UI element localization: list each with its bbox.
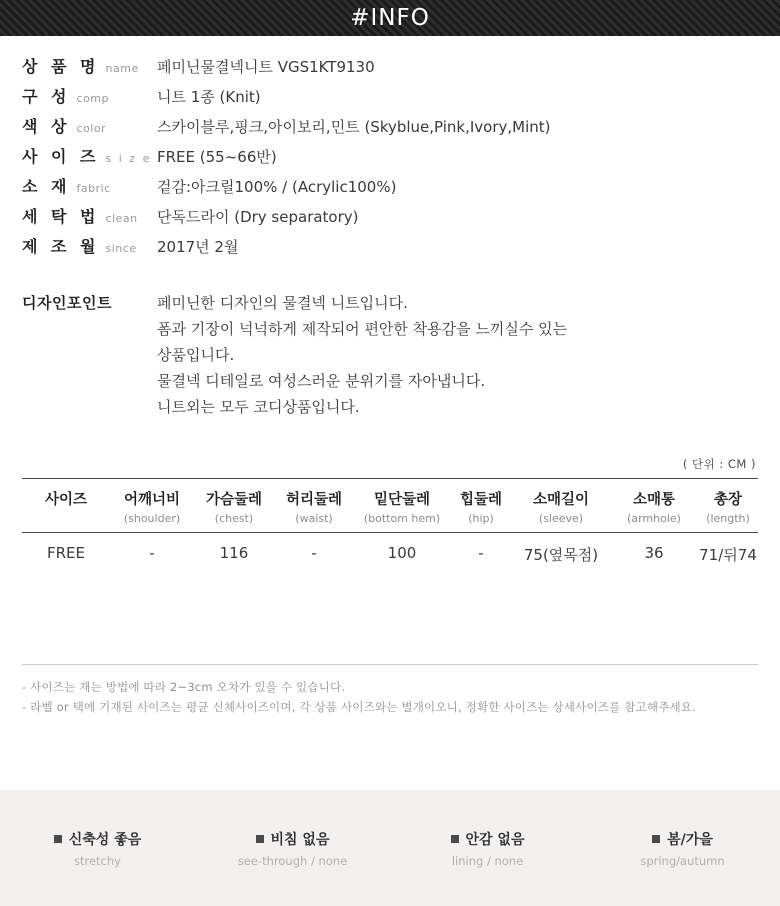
spec-label-ko: 색 상: [22, 117, 71, 136]
spec-label-clean: [22, 204, 157, 227]
spec-label-size: [22, 144, 157, 167]
size-table-col-header: [110, 488, 194, 525]
size-note-line: - 사이즈는 재는 방법에 따라 2~3cm 오차가 있을 수 있습니다.: [22, 680, 346, 694]
spec-value-since: 2017년 2월: [157, 238, 239, 256]
attribute-tag-ko: [390, 829, 585, 849]
attribute-tag-ko: [0, 829, 195, 849]
spec-label-ko: 상 품 명: [22, 57, 100, 76]
spec-row-comp: [22, 84, 780, 114]
col-header-ko: 사이즈: [44, 492, 88, 508]
size-unit-note: ( 단위 : CM ): [682, 457, 756, 471]
attribute-tag-en: see-through / none: [237, 853, 348, 868]
table-cell: 75(옆목점): [523, 546, 599, 564]
col-header-en: (sleeve): [538, 512, 584, 525]
spec-value-size: FREE (55~66반): [157, 148, 277, 166]
attribute-tag-bar: [0, 790, 780, 906]
size-notes: [22, 664, 758, 717]
col-header-ko: 어깨너비: [123, 492, 181, 508]
attribute-tag-see-through: [195, 829, 390, 868]
attribute-tag-en: lining / none: [451, 853, 524, 868]
size-note-line: - 라벨 or 택에 기재된 사이즈는 평균 신체사이즈이며, 각 상품 사이즈와는 별개이오니, 정확한 사이즈는 상세사이즈를 참고해주세요.: [22, 700, 696, 714]
size-table-col-header: [610, 488, 698, 525]
spec-label-color: [22, 114, 157, 137]
col-header-ko: 힙둘레: [459, 492, 503, 508]
table-cell: -: [478, 544, 484, 562]
attribute-tag-ko-text: 신축성 좋음: [68, 831, 142, 848]
table-cell: 71/뒤74: [699, 546, 757, 564]
col-header-en: (waist): [295, 512, 333, 525]
table-cell: 100: [387, 544, 417, 562]
spec-label-ko: 세 탁 법: [22, 207, 100, 226]
table-cell: 116: [219, 544, 249, 562]
table-cell: -: [311, 544, 317, 562]
bullet-square-icon: [54, 835, 62, 843]
col-header-ko: 총장: [713, 492, 742, 508]
attribute-tag-ko-text: 안감 없음: [465, 831, 525, 848]
size-table-col-header: [512, 488, 610, 525]
spec-label-name: [22, 54, 157, 77]
col-header-en: (shoulder): [123, 512, 181, 525]
size-table-col-header: [274, 488, 354, 525]
spec-label-en: fabric: [76, 182, 111, 195]
attribute-tag-en: stretchy: [74, 853, 121, 868]
spec-label-ko: 구 성: [22, 87, 71, 106]
size-table: [22, 478, 758, 578]
spec-row-name: [22, 54, 780, 84]
page-title: #INFO: [350, 5, 430, 31]
spec-value-clean: 단독드라이 (Dry separatory): [157, 208, 359, 226]
col-header-ko: 소매통: [632, 492, 676, 508]
col-header-ko: 밑단둘레: [373, 492, 431, 508]
table-cell: -: [149, 544, 155, 562]
design-point-label: 디자인포인트: [22, 294, 112, 312]
col-header-en: (armhole): [627, 512, 681, 525]
spec-list: [0, 54, 780, 264]
spec-label-ko: 사 이 즈: [22, 147, 100, 166]
size-table-col-header: [194, 488, 274, 525]
design-point-line: 물결넥 디테일로 여성스러운 분위기를 자아냅니다.: [157, 372, 486, 390]
size-table-col-header: [354, 488, 450, 525]
design-point-section: [0, 290, 780, 420]
design-point-line: 상품입니다.: [157, 346, 235, 364]
spec-row-size: [22, 144, 780, 174]
table-row: [22, 533, 758, 578]
col-header-ko: 가슴둘레: [205, 492, 263, 508]
size-table-col-header: [22, 488, 110, 525]
size-table-col-header: [698, 488, 758, 525]
spec-label-ko: 제 조 월: [22, 237, 100, 256]
spec-label-en: comp: [76, 92, 109, 105]
table-cell: FREE: [46, 544, 85, 562]
col-header-en: (hip): [468, 512, 494, 525]
spec-label-en: clean: [105, 212, 138, 225]
spec-row-fabric: [22, 174, 780, 204]
design-point-line: 페미닌한 디자인의 물결넥 니트입니다.: [157, 294, 408, 312]
table-cell: 36: [644, 544, 664, 562]
design-point-line: 니트외는 모두 코디상품입니다.: [157, 398, 360, 416]
design-point-text: [157, 290, 567, 420]
bullet-square-icon: [652, 835, 660, 843]
col-header-en: (bottom hem): [363, 512, 441, 525]
col-header-ko: 소매길이: [532, 492, 590, 508]
col-header-ko: 허리둘레: [285, 492, 343, 508]
spec-row-color: [22, 114, 780, 144]
spec-label-en: color: [76, 122, 107, 135]
size-table-col-header: [450, 488, 512, 525]
spec-row-since: [22, 234, 780, 264]
spec-value-fabric: 겉감:아크릴100% / (Acrylic100%): [157, 178, 397, 196]
col-header-en: (length): [706, 512, 750, 525]
spec-label-ko: 소 재: [22, 177, 71, 196]
design-point-line: 폼과 기장이 넉넉하게 제작되어 편안한 착용감을 느끼실수 있는: [157, 320, 568, 338]
attribute-tag-ko-text: 봄/가을: [667, 831, 713, 848]
info-header-banner: [0, 0, 780, 36]
spec-label-en: name: [105, 62, 139, 75]
spec-label-since: [22, 234, 157, 257]
attribute-tag-season: [585, 829, 780, 868]
spec-label-en: s i z e: [105, 152, 152, 165]
spec-row-clean: [22, 204, 780, 234]
attribute-tag-en: spring/autumn: [640, 853, 725, 868]
size-table-header-row: [22, 479, 758, 533]
attribute-tag-stretchy: [0, 829, 195, 868]
spec-label-fabric: [22, 174, 157, 197]
spec-label-en: since: [105, 242, 137, 255]
attribute-tag-lining: [390, 829, 585, 868]
spec-value-name: 페미닌물결넥니트 VGS1KT9130: [157, 58, 375, 76]
bullet-square-icon: [256, 835, 264, 843]
attribute-tag-ko: [585, 829, 780, 849]
attribute-tag-ko: [195, 829, 390, 849]
spec-value-color: 스카이블루,핑크,아이보리,민트 (Skyblue,Pink,Ivory,Mint): [157, 118, 551, 136]
col-header-en: (chest): [214, 512, 254, 525]
spec-value-comp: 니트 1종 (Knit): [157, 88, 261, 106]
spec-label-comp: [22, 84, 157, 107]
bullet-square-icon: [451, 835, 459, 843]
attribute-tag-ko-text: 비침 없음: [270, 831, 330, 848]
